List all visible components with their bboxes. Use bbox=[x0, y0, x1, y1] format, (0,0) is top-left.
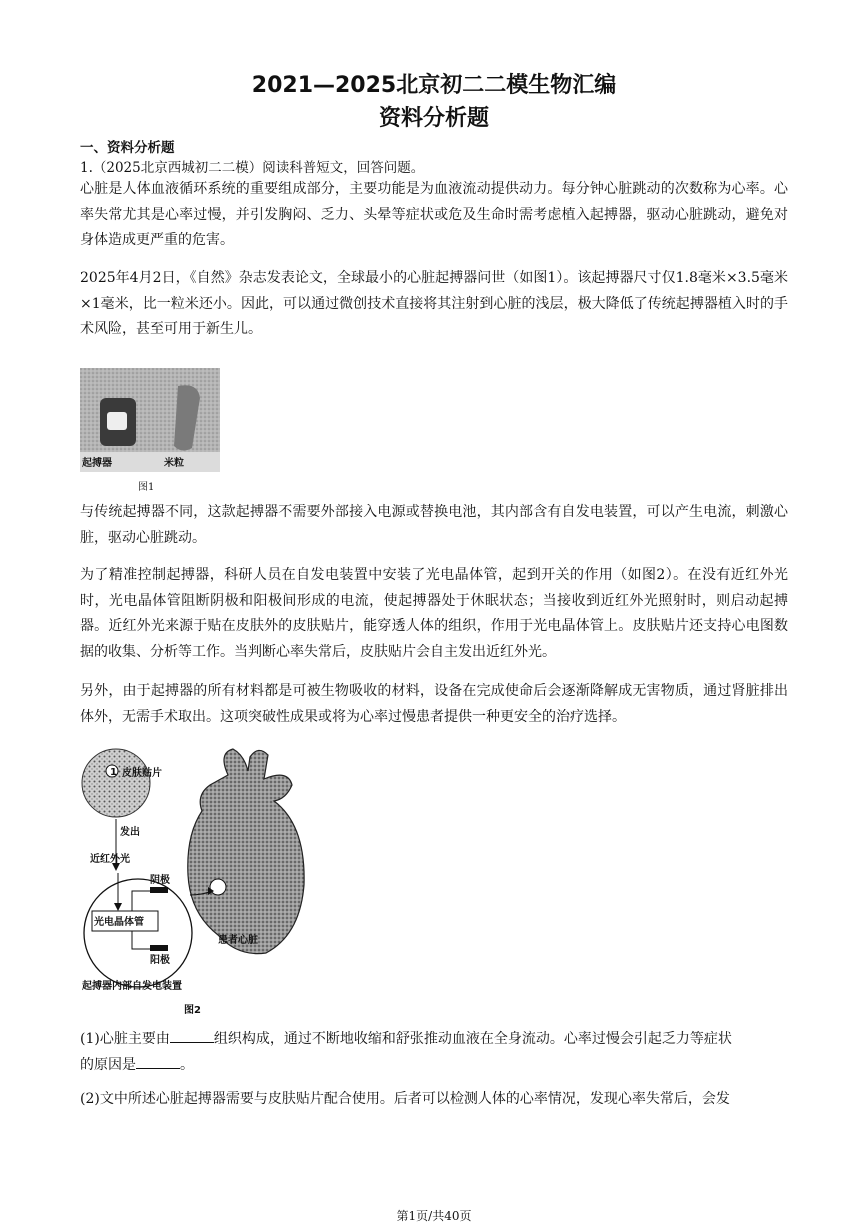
q1-text-d: 。 bbox=[180, 1056, 194, 1073]
figure-2-diagram bbox=[78, 745, 308, 1025]
paragraph-2: 2025年4月2日，《自然》杂志发表论文，全球最小的心脏起搏器问世（如图1）。该起搏器尺寸仅1.8毫米×3.5毫米×1毫米，比一粒米还小。因此，可以通过微创技术直接将其注射到心脏的浅层，极大降低了传统起搏器植入时的手术风险，甚至可用于新生儿。 bbox=[80, 270, 788, 337]
fig2-skin-patch: 皮肤贴片 bbox=[122, 768, 162, 779]
figure-1 bbox=[80, 368, 220, 493]
fig2-nir: 近红外光 bbox=[90, 854, 130, 865]
fig2-emit: 发出 bbox=[120, 827, 140, 838]
device-circle bbox=[84, 879, 192, 987]
q1-text-c: 的原因是 bbox=[80, 1056, 136, 1073]
paragraph-1: 心脏是人体血液循环系统的重要组成部分，主要功能是为血液流动提供动力。每分钟心脏跳动的次数称为心率。心率失常尤其是心率过慢，并引发胸闷、乏力、头晕等症状或危及生命时需考虑植入起搏器，驱动心脏跳动，避免对身体造成更严重的危害。 bbox=[80, 181, 788, 248]
fig1-caption: 图1 bbox=[138, 482, 155, 493]
fig2-caption: 图2 bbox=[184, 1005, 201, 1016]
page-footer: 第1页/共40页 bbox=[396, 1209, 472, 1223]
skin-patch-circle bbox=[82, 749, 150, 817]
doc-title: 2021—2025北京初二二模生物汇编 bbox=[251, 73, 617, 98]
paragraph-4: 为了精准控制起搏器，科研人员在自发电装置中安装了光电晶体管，起到开关的作用（如图2）。在没有近红外光时，光电晶体管阻断阴极和阳极间形成的电流，使起搏器处于休眠状态；当接收到近红外光照射时，则启动起搏器。近红外光来源于贴在皮肤外的皮肤贴片，能穿透人体的组织，作用于光电晶体管上。皮肤贴片还支持心电图数据的收集、分析等工作。当判断心率失常后，皮肤贴片会自主发出近红外光。 bbox=[80, 567, 788, 660]
fig2-transistor: 光电晶体管 bbox=[94, 917, 144, 928]
heart-shape bbox=[188, 749, 304, 954]
fig2-device: 起搏器内部自发电装置 bbox=[82, 981, 182, 992]
question-1 bbox=[80, 1027, 788, 1078]
fig1-label-rice: 米粒 bbox=[164, 458, 184, 469]
q1-blank-2[interactable] bbox=[136, 1054, 180, 1069]
paragraph-3: 与传统起搏器不同，这款起搏器不需要外部接入电源或替换电池，其内部含有自发电装置，可以产生电流，刺激心脏，驱动心脏跳动。 bbox=[80, 504, 788, 546]
question-2: (2)文中所述心脏起搏器需要与皮肤贴片配合使用。后者可以检测人体的心率情况，发现心率失常后，会发 bbox=[80, 1091, 730, 1107]
q1-text-b: 组织构成，通过不断地收缩和舒张推动血液在全身流动。心率过慢会引起乏力等症状 bbox=[213, 1031, 732, 1047]
q1-text-a: (1)心脏主要由 bbox=[80, 1031, 170, 1047]
section-heading: 一、资料分析题 bbox=[80, 140, 175, 156]
q1-blank-1[interactable] bbox=[170, 1028, 214, 1043]
question-heading: 1.（2025北京西城初二二模）阅读科普短文，回答问题。 bbox=[80, 160, 425, 176]
doc-subtitle: 资料分析题 bbox=[378, 106, 489, 131]
fig2-cathode: 阴极 bbox=[150, 875, 170, 886]
fig2-anode: 阳极 bbox=[150, 955, 170, 966]
fig1-label-pacemaker: 起搏器 bbox=[82, 458, 112, 469]
fig2-heart: 患者心脏 bbox=[218, 935, 258, 946]
figure-2 bbox=[78, 745, 308, 1029]
fig2-circle-number: 1 bbox=[110, 767, 117, 778]
paragraph-5: 另外，由于起搏器的所有材料都是可被生物吸收的材料，设备在完成使命后会逐渐降解成无害物质，通过肾脏排出体外，无需手术取出。这项突破性成果或将为心率过慢患者提供一种更安全的治疗选择。 bbox=[80, 683, 788, 725]
